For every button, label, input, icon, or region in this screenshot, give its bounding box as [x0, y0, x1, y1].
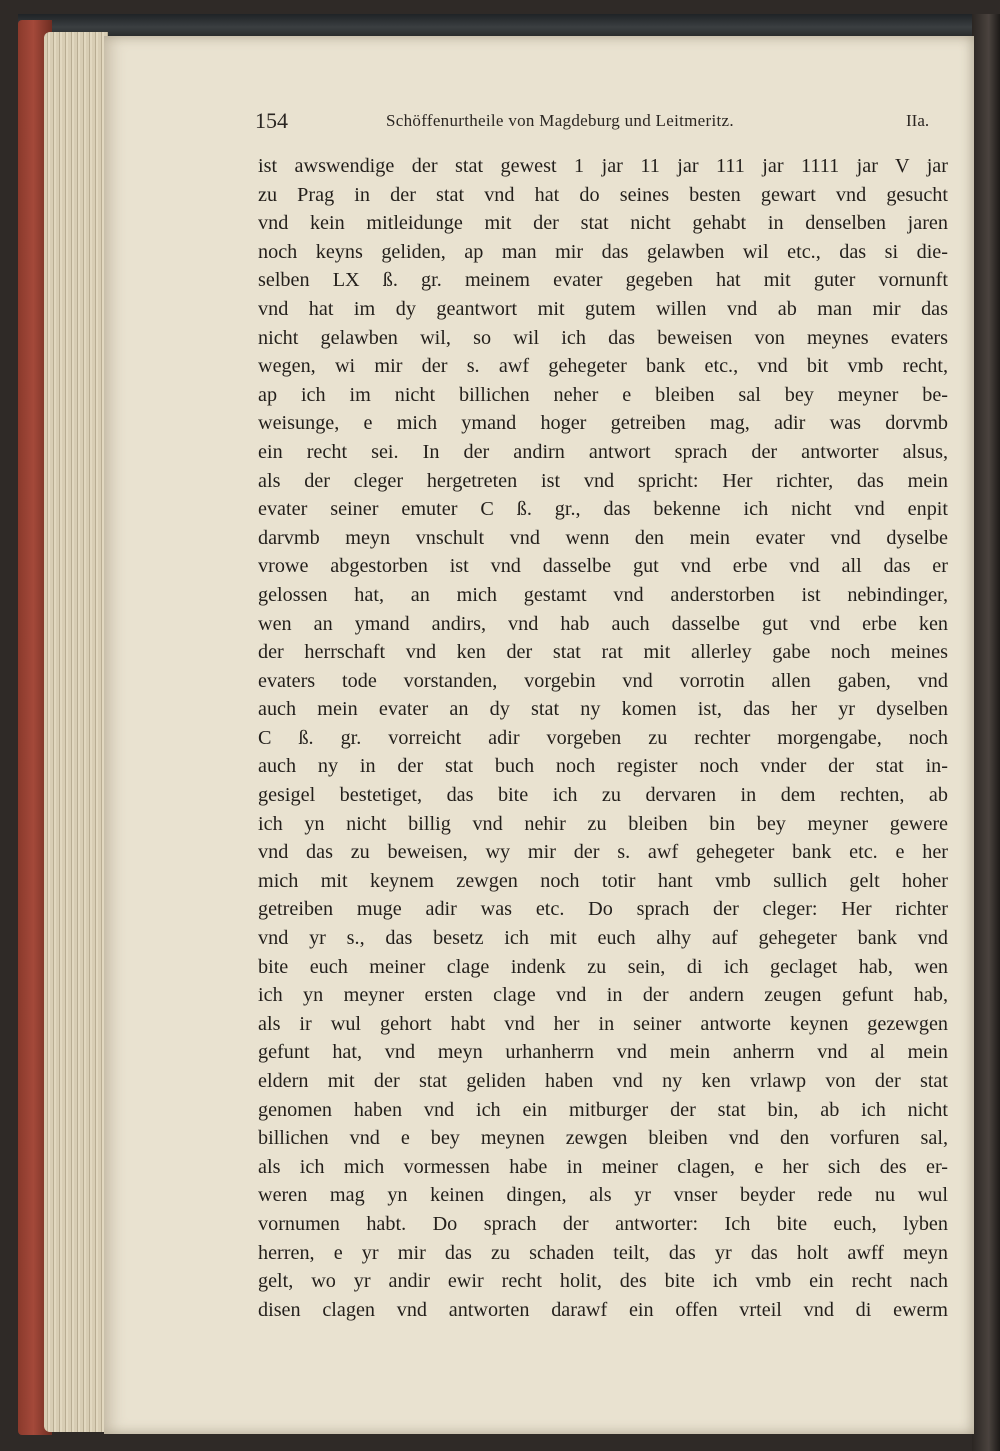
text-line: als der cleger hergetreten ist vnd spricht: Her richter, das mein [258, 469, 948, 492]
text-line: ich yn nicht billig vnd nehir zu bleiben bin bey meyner gewere [258, 812, 948, 835]
text-line: evaters tode vorstanden, vorgebin vnd vorrotin allen gaben, vnd [258, 669, 948, 692]
text-line: nicht gelawben wil, so wil ich das beweisen von meynes evaters [258, 326, 948, 349]
text-line: C ß. gr. vorreicht adir vorgeben zu rechter morgengabe, noch [258, 726, 948, 749]
body-text [258, 152, 948, 1324]
text-line: gesigel bestetiget, das bite ich zu dervaren in dem rechten, ab [258, 784, 948, 807]
text-line: auch ny in der stat buch noch register noch vnder der stat in- [258, 755, 948, 778]
text-line: gelt, wo yr andir ewir recht holit, des bite ich vmb ein recht nach [258, 1270, 948, 1293]
text-line: billichen vnd e bey meynen zewgen bleiben vnd den vorfuren sal, [258, 1127, 948, 1150]
text-line: getreiben muge adir was etc. Do sprach der cleger: Her richter [258, 898, 948, 921]
page-edges [44, 32, 108, 1432]
text-line: selben LX ß. gr. meinem evater gegeben hat mit guter vornunft [258, 269, 948, 292]
text-line: weren mag yn keinen dingen, als yr vnser beyder rede nu wul [258, 1184, 948, 1207]
text-line: eldern mit der stat geliden haben vnd ny ken vrlawp von der stat [258, 1070, 948, 1092]
text-line: darvmb meyn vnschult vnd wenn den mein evater vnd dyselbe [258, 526, 948, 549]
book-cover-right [972, 14, 1000, 1451]
text-line: disen clagen vnd antworten darawf ein offen vrteil vnd di ewerm [258, 1298, 948, 1321]
text-line: ein recht sei. In der andirn antwort sprach der antworter alsus, [258, 440, 948, 463]
text-line: vnd yr s., das besetz ich mit euch alhy auf gehegeter bank vnd [258, 927, 948, 950]
running-title: Schöffenurtheile von Magdeburg und Leitmeritz. [386, 111, 734, 130]
text-line: mich mit keynem zewgen noch totir hant vmb sullich gelt hoher [258, 869, 948, 892]
text-line: gefunt hat, vnd meyn urhanherrn vnd mein anherrn vnd al mein [258, 1041, 948, 1064]
text-line: vornumen habt. Do sprach der antworter: Ich bite euch, lyben [258, 1212, 948, 1235]
text-line: vnd hat im dy geantwort mit gutem willen vnd ab man mir das [258, 297, 948, 320]
text-line: vnd das zu beweisen, wy mir der s. awf gehegeter bank etc. e her [258, 841, 948, 864]
text-line: ich yn meyner ersten clage vnd in der andern zeugen gefunt hab, [258, 984, 948, 1007]
text-line: herren, e yr mir das zu schaden teilt, das yr das holt awff meyn [258, 1241, 948, 1264]
text-line: wen an ymand andirs, vnd hab auch dasselbe gut vnd erbe ken [258, 612, 948, 635]
page-number: 154 [255, 108, 288, 133]
text-line: noch keyns geliden, ap man mir das gelawben wil etc., das si die- [258, 240, 948, 263]
text-line: gelossen hat, an mich gestamt vnd anderstorben ist nebindinger, [258, 583, 948, 606]
text-line: vrowe abgestorben ist vnd dasselbe gut vnd erbe vnd all das er [258, 555, 948, 578]
text-line: weisunge, e mich ymand hoger getreiben mag, adir was dorvmb [258, 412, 948, 435]
text-line: als ich mich vormessen habe in meiner clagen, e her sich des er- [258, 1155, 948, 1178]
section-mark: IIa. [906, 111, 930, 130]
text-line: zu Prag in der stat vnd hat do seines besten gewart vnd gesucht [258, 183, 948, 206]
text-line: bite euch meiner clage indenk zu sein, di ich geclaget hab, wen [258, 955, 948, 978]
text-line: der herrschaft vnd ken der stat rat mit allerley gabe noch meines [258, 641, 948, 664]
text-line: wegen, wi mir der s. awf gehegeter bank etc., vnd bit vmb recht, [258, 355, 948, 378]
text-line: ap ich im nicht billichen neher e bleiben sal bey meyner be- [258, 383, 948, 406]
book-cover-top [18, 14, 1000, 36]
text-line: genomen haben vnd ich ein mitburger der stat bin, ab ich nicht [258, 1098, 948, 1121]
text-line: auch mein evater an dy stat ny komen ist, das her yr dyselben [258, 698, 948, 721]
text-line: vnd kein mitleidunge mit der stat nicht gehabt in denselben jaren [258, 212, 948, 235]
text-line: evater seiner emuter C ß. gr., das bekenne ich nicht vnd enpit [258, 498, 948, 521]
running-header [255, 108, 955, 138]
text-line: ist awswendige der stat gewest 1 jar 11 jar 111 jar 1111 jar V jar [258, 155, 948, 177]
text-line: als ir wul gehort habt vnd her in seiner antworte keynen gezewgen [258, 1012, 948, 1035]
